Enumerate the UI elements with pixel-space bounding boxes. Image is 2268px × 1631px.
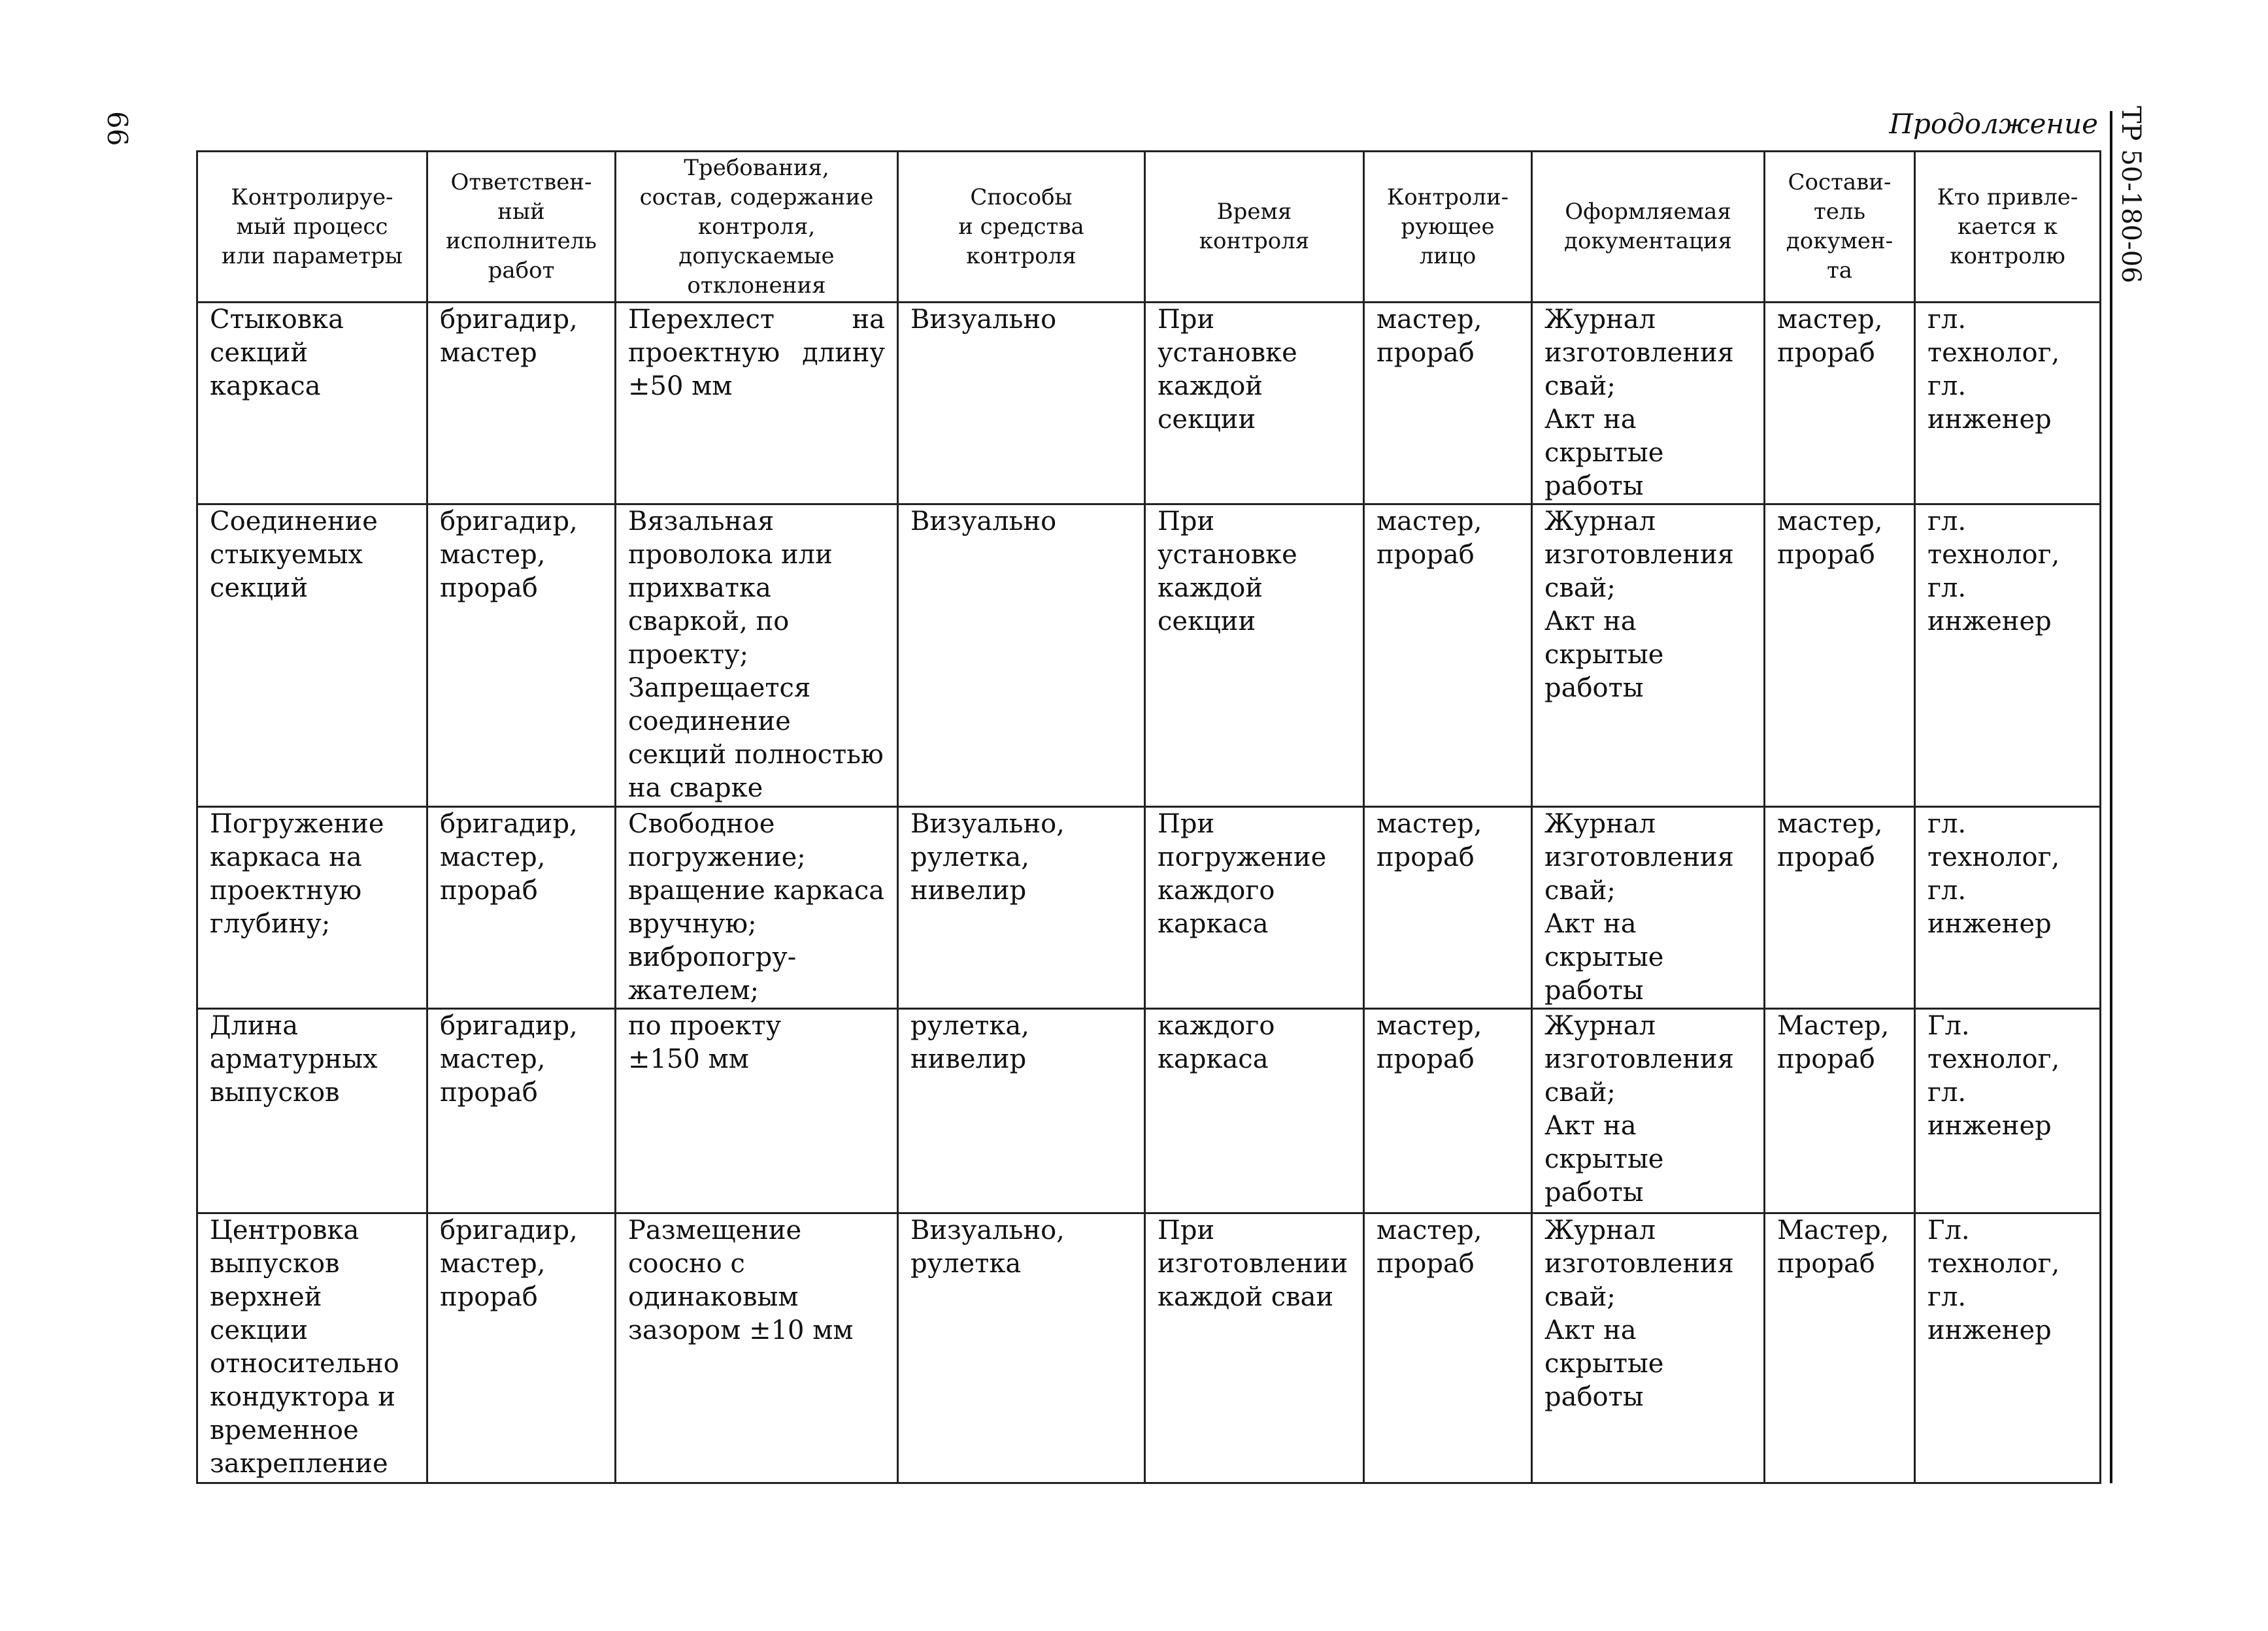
cell-executor: бригадир, мастер, прораб (427, 807, 616, 1009)
cell-requirements: Вязальная проволока или прихватка сваркой, по проекту; Запрещается соединение секций полностью на сварке (616, 504, 898, 807)
cell-executor: бригадир, мастер, прораб (427, 504, 616, 807)
header-row (197, 152, 2101, 303)
document-code: ТР 50-180-06 (2116, 106, 2146, 284)
cell-compiler: мастер, прораб (1765, 303, 1915, 504)
cell-requirements: по проекту ±150 мм (616, 1009, 898, 1213)
cell-involved: гл. технолог, гл. инженер (1915, 807, 2101, 1009)
continuation-label: Продолжение (1889, 108, 2098, 140)
header-process: Контролируе- мый процесс или параметры (197, 152, 427, 303)
cell-involved: Гл. технолог, гл. инженер (1915, 1009, 2101, 1213)
cell-involved: Гл. технолог, гл. инженер (1915, 1213, 2101, 1483)
page-number: 66 (101, 111, 133, 146)
control-table (196, 150, 2101, 1484)
header-involved: Кто привле- кается к контролю (1915, 152, 2101, 303)
margin-rule (2110, 111, 2112, 1483)
cell-process: Погружение каркаса на проектную глубину; (197, 807, 427, 1009)
cell-requirements: Перехлест на проектную длину ±50 мм (616, 303, 898, 504)
cell-time: При погружение каждого каркаса (1145, 807, 1364, 1009)
cell-process: Стыковка секций каркаса (197, 303, 427, 504)
cell-documentation: Журнал изготовления свай; Акт на скрытые работы (1532, 1213, 1765, 1483)
cell-executor: бригадир, мастер, прораб (427, 1213, 616, 1483)
header-executor: Ответствен- ный исполнитель работ (427, 152, 616, 303)
cell-time: При установке каждой секции (1145, 303, 1364, 504)
cell-process: Соединение стыкуемых секций (197, 504, 427, 807)
cell-methods: Визуально, рулетка, нивелир (898, 807, 1145, 1009)
cell-time: При установке каждой секции (1145, 504, 1364, 807)
cell-compiler: Мастер, прораб (1765, 1009, 1915, 1213)
cell-controller: мастер, прораб (1364, 303, 1532, 504)
table-row (197, 1213, 2101, 1483)
cell-time: каждого каркаса (1145, 1009, 1364, 1213)
cell-compiler: мастер, прораб (1765, 504, 1915, 807)
cell-process: Центровка выпусков верхней секции относительно кондуктора и временное закрепление (197, 1213, 427, 1483)
cell-requirements: Свободное погружение; вращение каркаса вручную; вибропогру- жателем; (616, 807, 898, 1009)
table-row (197, 807, 2101, 1009)
header-requirements: Требования, состав, содержание контроля, допускаемые отклонения (616, 152, 898, 303)
cell-involved: гл. технолог, гл. инженер (1915, 303, 2101, 504)
cell-methods: Визуально (898, 504, 1145, 807)
header-controller: Контроли- рующее лицо (1364, 152, 1532, 303)
cell-methods: Визуально (898, 303, 1145, 504)
cell-controller: мастер, прораб (1364, 807, 1532, 1009)
cell-documentation: Журнал изготовления свай; Акт на скрытые работы (1532, 504, 1765, 807)
table-row (197, 303, 2101, 504)
cell-methods: Визуально, рулетка (898, 1213, 1145, 1483)
cell-involved: гл. технолог, гл. инженер (1915, 504, 2101, 807)
cell-time: При изготовлении каждой сваи (1145, 1213, 1364, 1483)
cell-controller: мастер, прораб (1364, 1213, 1532, 1483)
header-methods: Способы и средства контроля (898, 152, 1145, 303)
header-compiler: Состави- тель докумен- та (1765, 152, 1915, 303)
cell-executor: бригадир, мастер, прораб (427, 1009, 616, 1213)
table-row (197, 504, 2101, 807)
table-row (197, 1009, 2101, 1213)
cell-controller: мастер, прораб (1364, 1009, 1532, 1213)
cell-executor: бригадир, мастер (427, 303, 616, 504)
cell-requirements: Размещение соосно с одинаковым зазором ±10 мм (616, 1213, 898, 1483)
cell-documentation: Журнал изготовления свай; Акт на скрытые работы (1532, 303, 1765, 504)
cell-documentation: Журнал изготовления свай; Акт на скрытые работы (1532, 807, 1765, 1009)
cell-compiler: мастер, прораб (1765, 807, 1915, 1009)
header-documentation: Оформляемая документация (1532, 152, 1765, 303)
cell-process: Длина арматурных выпусков (197, 1009, 427, 1213)
cell-documentation: Журнал изготовления свай; Акт на скрытые работы (1532, 1009, 1765, 1213)
cell-controller: мастер, прораб (1364, 504, 1532, 807)
header-time: Время контроля (1145, 152, 1364, 303)
cell-methods: рулетка, нивелир (898, 1009, 1145, 1213)
cell-compiler: Мастер, прораб (1765, 1213, 1915, 1483)
